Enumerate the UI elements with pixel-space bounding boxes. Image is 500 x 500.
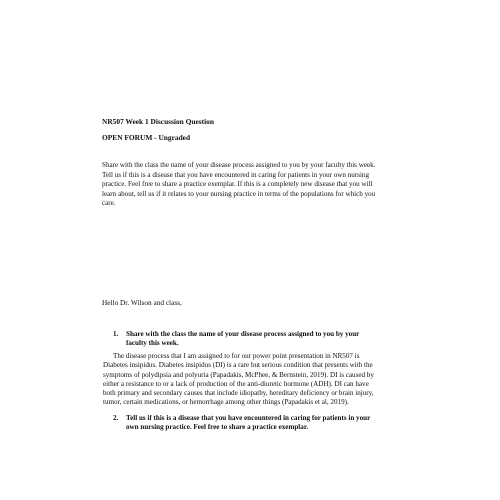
question-line: faculty this week. <box>126 339 179 348</box>
question-number: 1. <box>113 330 119 338</box>
answer-paragraph <box>103 352 395 408</box>
answer-line: symptoms of polydipsia and polyuria (Papadakis, McPhee, & Bernstein, 2019). DI is caused by <box>103 370 374 379</box>
question-number: 2. <box>113 414 119 422</box>
question-line: Tell us if this is a disease that you have encountered in caring for patients in your <box>126 414 371 422</box>
question-text <box>126 414 401 433</box>
prompt-line: Tell us if this is a disease that you have encountered in caring for patients in your own nursing <box>102 170 370 179</box>
question-line: Share with the class the name of your disease process assigned to you by your <box>126 330 360 338</box>
prompt-line: Share with the class the name of your disease process assigned to you by your faculty this week. <box>102 161 376 169</box>
prompt-paragraph <box>102 161 400 209</box>
answer-line: Diabetes insipidus. Diabetes insipidus (DI) is a rare but serious condition that presents with the <box>103 361 373 370</box>
answer-line: either a resistance to or a lack of production of the anti-diuretic hormone (ADH). DI can have <box>103 379 369 388</box>
prompt-line: learn about, tell us if it relates to your nursing practice in terms of the populations for which you <box>102 189 376 198</box>
document-subtitle: OPEN FORUM - Ungraded <box>102 133 191 142</box>
answer-line: The disease process that I am assigned to for our power point presentation in NR507 is <box>113 352 360 360</box>
greeting: Hello Dr. Wilson and class, <box>102 298 182 307</box>
prompt-line: care. <box>102 199 116 208</box>
question-text <box>126 330 401 349</box>
answer-line: tumor, certain medications, or hemorrhage among other things (Papadakis et al, 2019). <box>103 398 349 407</box>
answer-line: both primary and secondary causes that include idiopathy, hereditary deficiency or brain injury, <box>103 389 374 398</box>
prompt-line: practice. Feel free to share a practice exemplar. If this is a completely new disease that you will <box>102 180 373 189</box>
document-title: NR507 Week 1 Discussion Question <box>102 117 214 126</box>
question-line: own nursing practice. Feel free to share a practice exemplar. <box>126 423 309 432</box>
